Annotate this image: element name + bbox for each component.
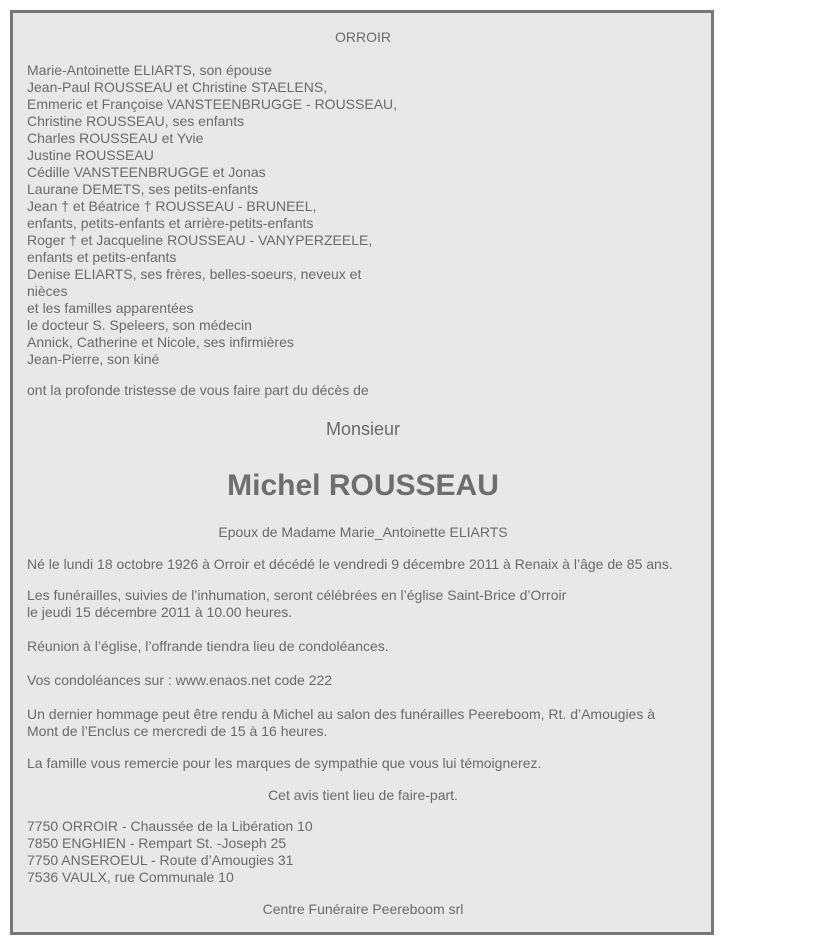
birth-death-text: Né le lundi 18 octobre 1926 à Orroir et décédé le vendredi 9 décembre 2011 à Renaix à l’âge de 85 ans.	[27, 556, 673, 572]
family-line: Emmeric et Françoise VANSTEENBRUGGE - ROUSSEAU,	[27, 96, 398, 112]
tribute-line-2: Mont de l’Enclus ce mercredi de 15 à 16 heures.	[27, 723, 328, 739]
honorific-title: Monsieur	[325, 419, 401, 439]
family-list	[27, 62, 427, 368]
funeral-text	[27, 587, 699, 621]
tribute-text	[27, 706, 699, 740]
obituary-card	[10, 10, 714, 935]
funeral-line-1: Les funérailles, suivies de l’inhumation, seront célébrées en l’église Saint-Brice d’Orroir	[27, 587, 567, 603]
deceased-name: Michel ROUSSEAU	[227, 469, 499, 502]
family-line: Annick, Catherine et Nicole, ses infirmières	[27, 334, 294, 350]
family-line: Jean-Paul ROUSSEAU et Christine STAELENS,	[27, 79, 328, 95]
condolences-text: Vos condoléances sur : www.enaos.net code 222	[27, 672, 333, 688]
address-line: 7536 VAULX, rue Communale 10	[27, 869, 234, 885]
family-line: le docteur S. Speleers, son médecin	[27, 317, 252, 333]
spouse-text: Epoux de Madame Marie_Antoinette ELIARTS	[218, 524, 508, 540]
family-line: Justine ROUSSEAU	[27, 147, 154, 163]
reunion-text: Réunion à l’église, l’offrande tiendra lieu de condoléances.	[27, 638, 389, 654]
family-line: Cédille VANSTEENBRUGGE et Jonas	[27, 164, 266, 180]
family-line: Roger † et Jacqueline ROUSSEAU - VANYPERZEELE,	[27, 232, 373, 248]
family-line: enfants, petits-enfants et arrière-petits-enfants	[27, 215, 314, 231]
tribute-line-1: Un dernier hommage peut être rendu à Michel au salon des funérailles Peereboom, Rt. d’Amougies à	[27, 706, 656, 722]
family-line: Charles ROUSSEAU et Yvie	[27, 130, 204, 146]
family-line: nièces	[27, 283, 68, 299]
family-line: et les familles apparentées	[27, 300, 194, 316]
intro-text: ont la profonde tristesse de vous faire part du décès de	[27, 382, 369, 398]
funeral-line-2: le jeudi 15 décembre 2011 à 10.00 heures.	[27, 604, 293, 620]
funeral-home-footer: Centre Funéraire Peereboom srl	[262, 901, 464, 917]
family-line: Christine ROUSSEAU, ses enfants	[27, 113, 245, 129]
notice-text: Cet avis tient lieu de faire-part.	[268, 787, 458, 803]
address-line: 7850 ENGHIEN - Rempart St. -Joseph 25	[27, 835, 287, 851]
address-line: 7750 ANSEROEUL - Route d’Amougies 31	[27, 852, 294, 868]
family-line: Laurane DEMETS, ses petits-enfants	[27, 181, 259, 197]
family-line: Denise ELIARTS, ses frères, belles-soeurs, neveux et	[27, 266, 362, 282]
family-line: Jean † et Béatrice † ROUSSEAU - BRUNEEL,	[27, 198, 317, 214]
thanks-text: La famille vous remercie pour les marques de sympathie que vous lui témoignerez.	[27, 755, 542, 771]
family-line: Jean-Pierre, son kiné	[27, 351, 160, 367]
family-line: Marie-Antoinette ELIARTS, son épouse	[27, 62, 272, 78]
address-line: 7750 ORROIR - Chaussée de la Libération 10	[27, 818, 313, 834]
family-line: enfants et petits-enfants	[27, 249, 177, 265]
address-list	[27, 818, 313, 886]
town-heading: ORROIR	[335, 29, 391, 45]
